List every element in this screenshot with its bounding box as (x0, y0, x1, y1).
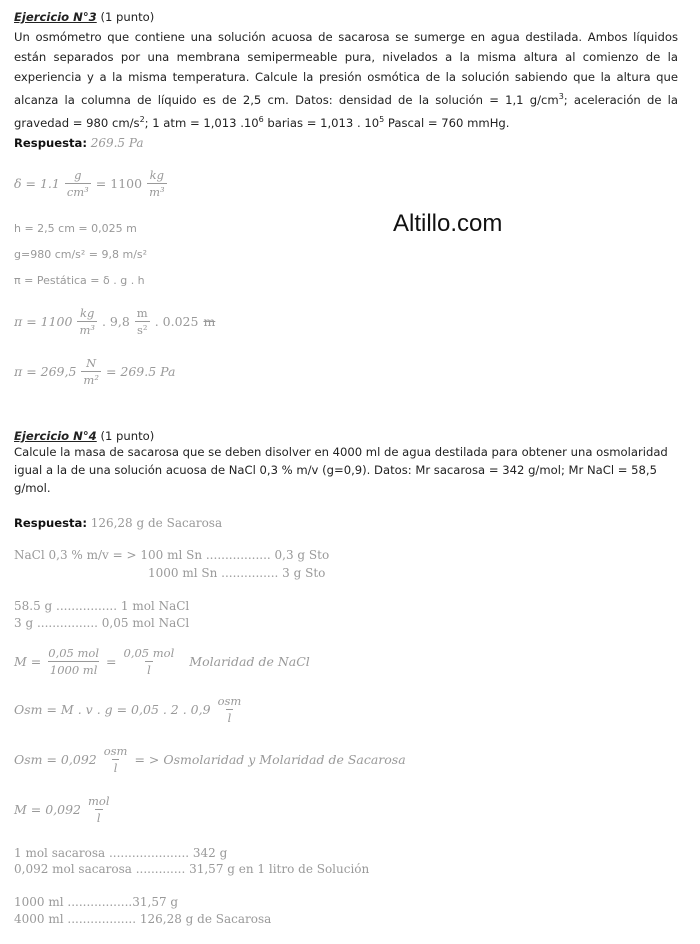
answer-value: 126,28 g de Sacarosa (90, 516, 223, 530)
sup: 5 (379, 114, 385, 124)
denominator: m³ (79, 323, 95, 337)
statement-text: barias = 1,013 . 10 (263, 115, 380, 130)
statement-text: Pascal = 760 mmHg. (384, 115, 510, 130)
eq-text: = 1100 (95, 176, 143, 191)
numerator: osm (217, 694, 242, 708)
height-line: h = 2,5 cm = 0,025 m (14, 222, 137, 235)
volume-line-2: 4000 ml .................. 126,28 g de Sacarosa (14, 912, 272, 926)
pressure-calculation (14, 306, 215, 337)
denominator: m³ (149, 185, 165, 199)
fraction (147, 168, 167, 199)
denominator: l (227, 711, 232, 725)
answer-label: Respuesta: (14, 516, 88, 530)
denominator: s² (136, 323, 148, 337)
sup: 2 (139, 114, 145, 124)
watermark-logo: Altillo.com (393, 210, 503, 237)
denominator: cm³ (66, 185, 89, 199)
eq-text: π = 269,5 (14, 364, 77, 379)
exercise-3-title: Ejercicio N°3 (14, 10, 97, 24)
numerator: mol (88, 794, 110, 808)
numerator: kg (149, 168, 164, 182)
eq-text: = > Osmolaridad y Molaridad de Sacarosa (134, 752, 406, 767)
numerator: 0,05 mol (123, 646, 175, 660)
fraction (216, 694, 244, 725)
exercise-4-points: (1 punto) (100, 429, 155, 443)
volume-line-1: 1000 ml .................31,57 g (14, 895, 179, 909)
eq-text: Osm = M . v . g = 0,05 . 2 . 0,9 (14, 702, 211, 717)
eq-text: . 0.025 (154, 314, 199, 329)
eq-text: . 9,8 (101, 314, 130, 329)
exercise-4-answer (14, 513, 222, 533)
answer-label: Respuesta: (14, 136, 88, 150)
gravity-line: g=980 cm/s² = 9,8 m/s² (14, 248, 148, 261)
pressure-result (14, 356, 175, 387)
sucrose-line-1: 1 mol sacarosa ..................... 342 g (14, 846, 228, 860)
exercise-3-answer (14, 133, 144, 153)
numerator: N (86, 356, 97, 370)
exercise-3-heading (14, 7, 154, 27)
denominator: l (113, 761, 118, 775)
nacl-line-2: 1000 ml Sn ............... 3 g Sto (148, 566, 326, 580)
eq-text: = (106, 654, 117, 669)
cancelled-unit: m (203, 314, 216, 329)
numerator: g (74, 168, 82, 182)
eq-text: M = 0,092 (14, 802, 82, 817)
numerator: osm (103, 744, 128, 758)
eq-text: π = 1100 (14, 314, 73, 329)
exercise-3-points: (1 punto) (100, 10, 155, 24)
numerator: 0,05 mol (48, 646, 100, 660)
fraction (102, 744, 130, 775)
eq-text: δ = 1.1 (14, 176, 60, 191)
nacl-line-1: NaCl 0,3 % m/v = > 100 ml Sn ................. 0,3 g Sto (14, 548, 330, 562)
eq-text: = 269.5 Pa (105, 364, 176, 379)
fraction (46, 646, 101, 677)
fraction (65, 168, 91, 199)
fraction (81, 356, 101, 387)
molarity-equation (14, 646, 310, 677)
numerator: kg (80, 306, 95, 320)
sucrose-line-2: 0,092 mol sacarosa ............. 31,57 g en 1 litro de Solución (14, 862, 370, 876)
eq-text: M = (14, 654, 42, 669)
exercise-4-title: Ejercicio N°4 (14, 429, 97, 443)
eq-note: Molaridad de NaCl (189, 654, 310, 669)
fraction (135, 306, 150, 337)
statement-text: ; 1 atm = 1,013 .10 (144, 115, 259, 130)
statement-text: Un osmómetro que contiene una solución acuosa de sacarosa se sumerge en agua destilada. Ambos líquidos están separados por una membrana semipermeable pura, nivelados a la misma altura al comienzo de la experiencia y a la misma temperatura. Calcule la presión osmótica de la solución sabiendo que la altura que alcanza la columna de líquido es de 2,5 cm. Datos: densidad de la solución = 1,1 g/cm (14, 30, 678, 107)
exercise-3-statement (14, 27, 678, 133)
numerator: m (136, 306, 148, 320)
sucrose-molarity (14, 794, 112, 825)
exercise-4-statement: Calcule la masa de sacarosa que se deben disolver en 4000 ml de agua destilada para obtener una osmolaridad igual a la de una solución acuosa de NaCl 0,3 % m/v (g=0,9). Datos: Mr sacarosa = 342 g/mol; Mr NaCl = 58,5 g/mol. (14, 445, 668, 495)
sup: 6 (258, 114, 264, 124)
denominator: l (147, 663, 151, 677)
fraction (86, 794, 112, 825)
denominator: 1000 ml (49, 663, 98, 677)
mol-line-1: 58.5 g ................ 1 mol NaCl (14, 599, 190, 613)
answer-value: 269.5 Pa (90, 136, 144, 150)
denominator: l (96, 811, 101, 825)
osmolarity-result (14, 744, 406, 775)
fraction (77, 306, 97, 337)
statement-text: ; aceleración de la gravedad = 980 cm/s (14, 92, 679, 130)
osmolarity-equation (14, 694, 243, 725)
mol-line-2: 3 g ................ 0,05 mol NaCl (14, 616, 190, 630)
eq-text: Osm = 0,092 (14, 752, 97, 767)
pressure-formula-line: π = Pestática = δ . g . h (14, 274, 145, 287)
denominator: m² (83, 373, 99, 387)
sup: 3 (558, 92, 564, 101)
density-equation (14, 168, 167, 199)
fraction (122, 646, 177, 677)
